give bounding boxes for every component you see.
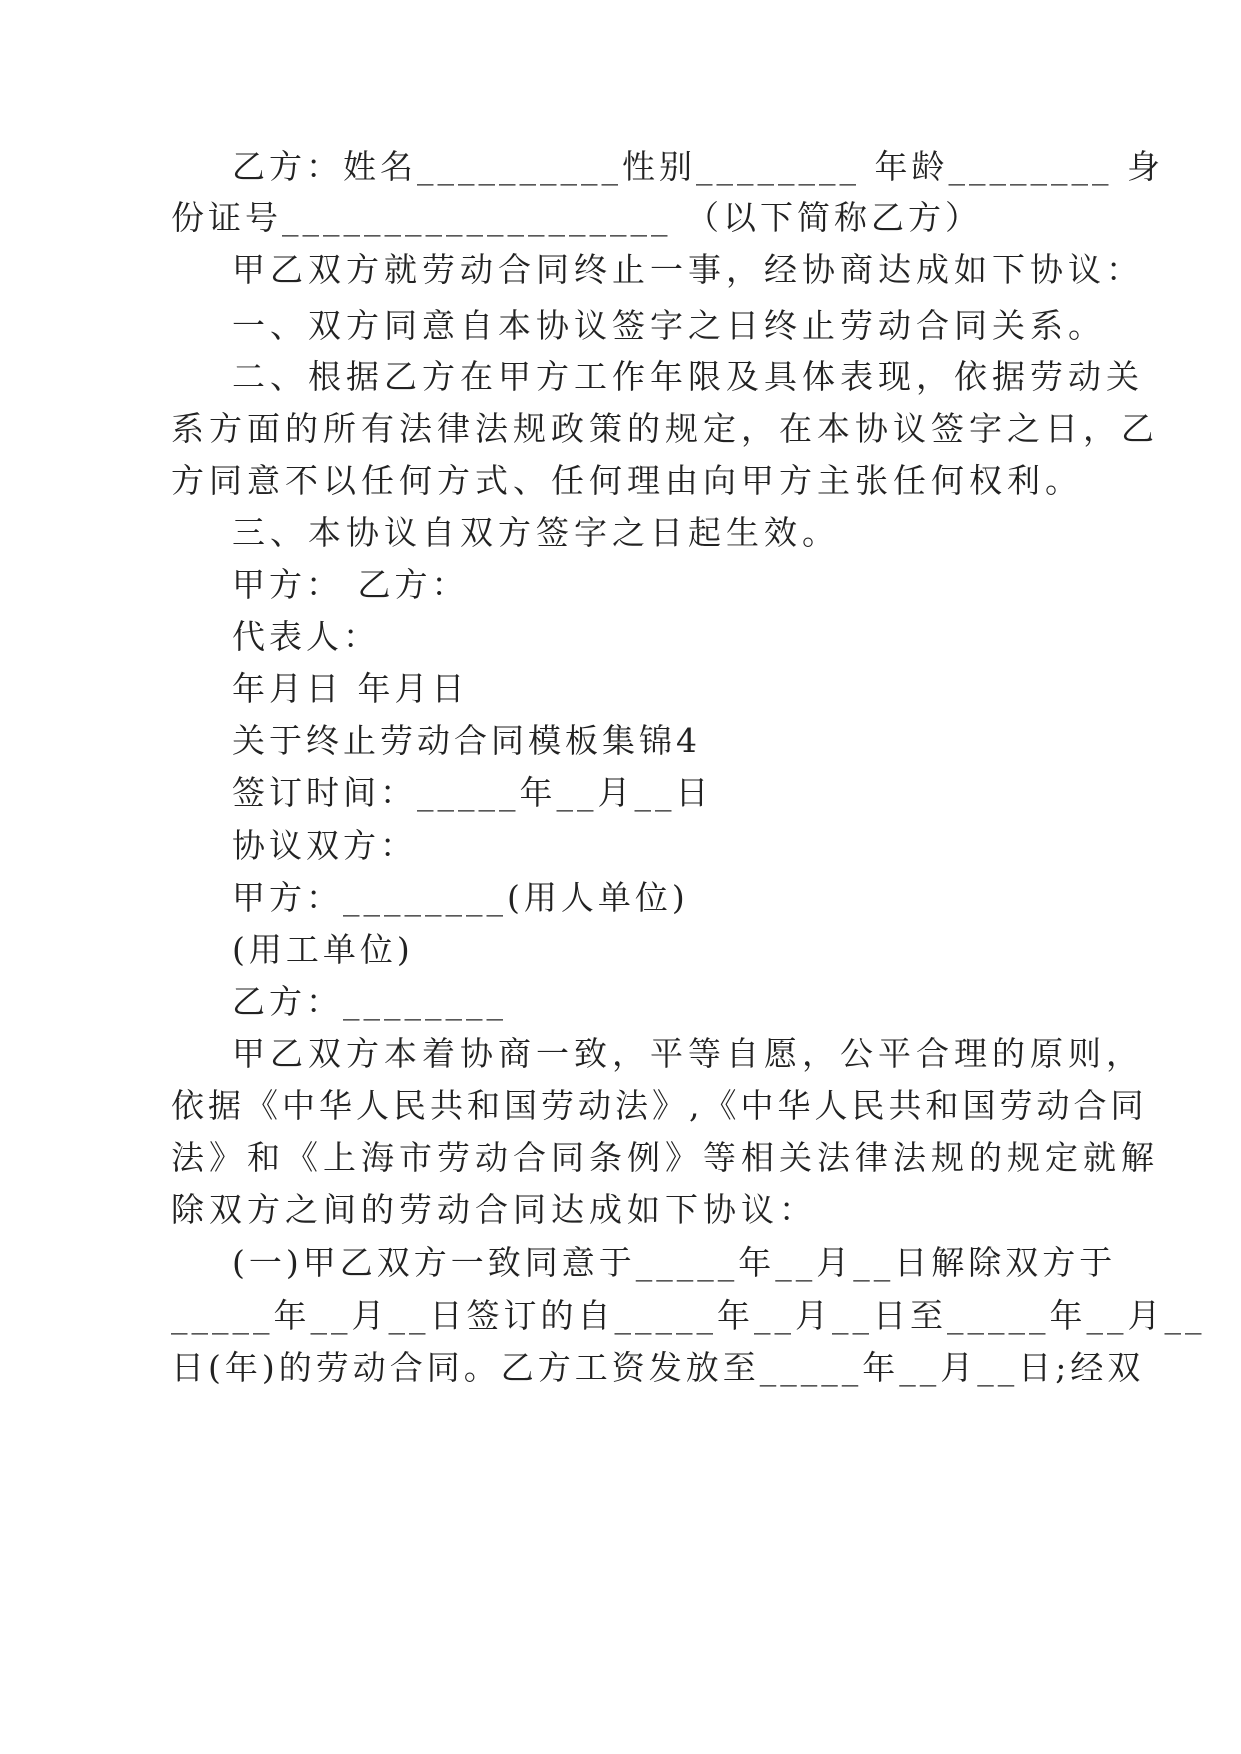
signature-parties: 甲方： 乙方： bbox=[232, 565, 469, 604]
item-1-line-2: _____年__月__日签订的自_____年__月__日至_____年__月__ bbox=[171, 1296, 1206, 1335]
item-1-line-1: (一)甲乙双方一致同意于_____年__月__日解除双方于 bbox=[232, 1243, 1117, 1282]
parties-label: 协议双方： bbox=[232, 826, 417, 865]
signing-date-line: 签订时间：_____年__月__日 bbox=[232, 773, 713, 812]
clause-2-line-1: 二、根据乙方在甲方工作年限及具体表现，依据劳动关 bbox=[232, 357, 1144, 396]
item-1-line-3: 日(年)的劳动合同。乙方工资发放至_____年__月__日;经双 bbox=[171, 1348, 1145, 1387]
signature-dates: 年月日 年月日 bbox=[232, 669, 469, 708]
clause-2-line-2: 系方面的所有法律法规政策的规定，在本协议签字之日，乙 bbox=[171, 409, 1159, 448]
agreement-intro: 甲乙双方就劳动合同终止一事，经协商达成如下协议： bbox=[232, 250, 1144, 289]
paragraph-principles-line-3: 法》和《上海市劳动合同条例》等相关法律法规的规定就解 bbox=[171, 1138, 1159, 1177]
clause-3: 三、本协议自双方签字之日起生效。 bbox=[232, 513, 840, 552]
paragraph-principles-line-1: 甲乙双方本着协商一致，平等自愿，公平合理的原则， bbox=[232, 1034, 1144, 1073]
paragraph-principles-line-2: 依据《中华人民共和国劳动法》,《中华人民共和国劳动合同 bbox=[171, 1086, 1148, 1125]
party-b-line: 乙方：________ bbox=[232, 982, 507, 1021]
party-a-line: 甲方：________(用人单位) bbox=[232, 878, 689, 917]
labor-unit-line: (用工单位) bbox=[232, 930, 414, 969]
clause-1: 一、双方同意自本协议签字之日终止劳动合同关系。 bbox=[232, 306, 1106, 345]
party-b-info-line-2: 份证号___________________ （以下简称乙方） bbox=[171, 198, 982, 237]
representative-label: 代表人： bbox=[232, 617, 380, 656]
section-title: 关于终止劳动合同模板集锦4 bbox=[232, 721, 701, 760]
clause-2-line-3: 方同意不以任何方式、任何理由向甲方主张任何权利。 bbox=[171, 461, 1083, 500]
paragraph-principles-line-4: 除双方之间的劳动合同达成如下协议： bbox=[171, 1190, 817, 1229]
party-b-info-line-1: 乙方：姓名__________性别________ 年龄________ 身 bbox=[232, 147, 1164, 186]
